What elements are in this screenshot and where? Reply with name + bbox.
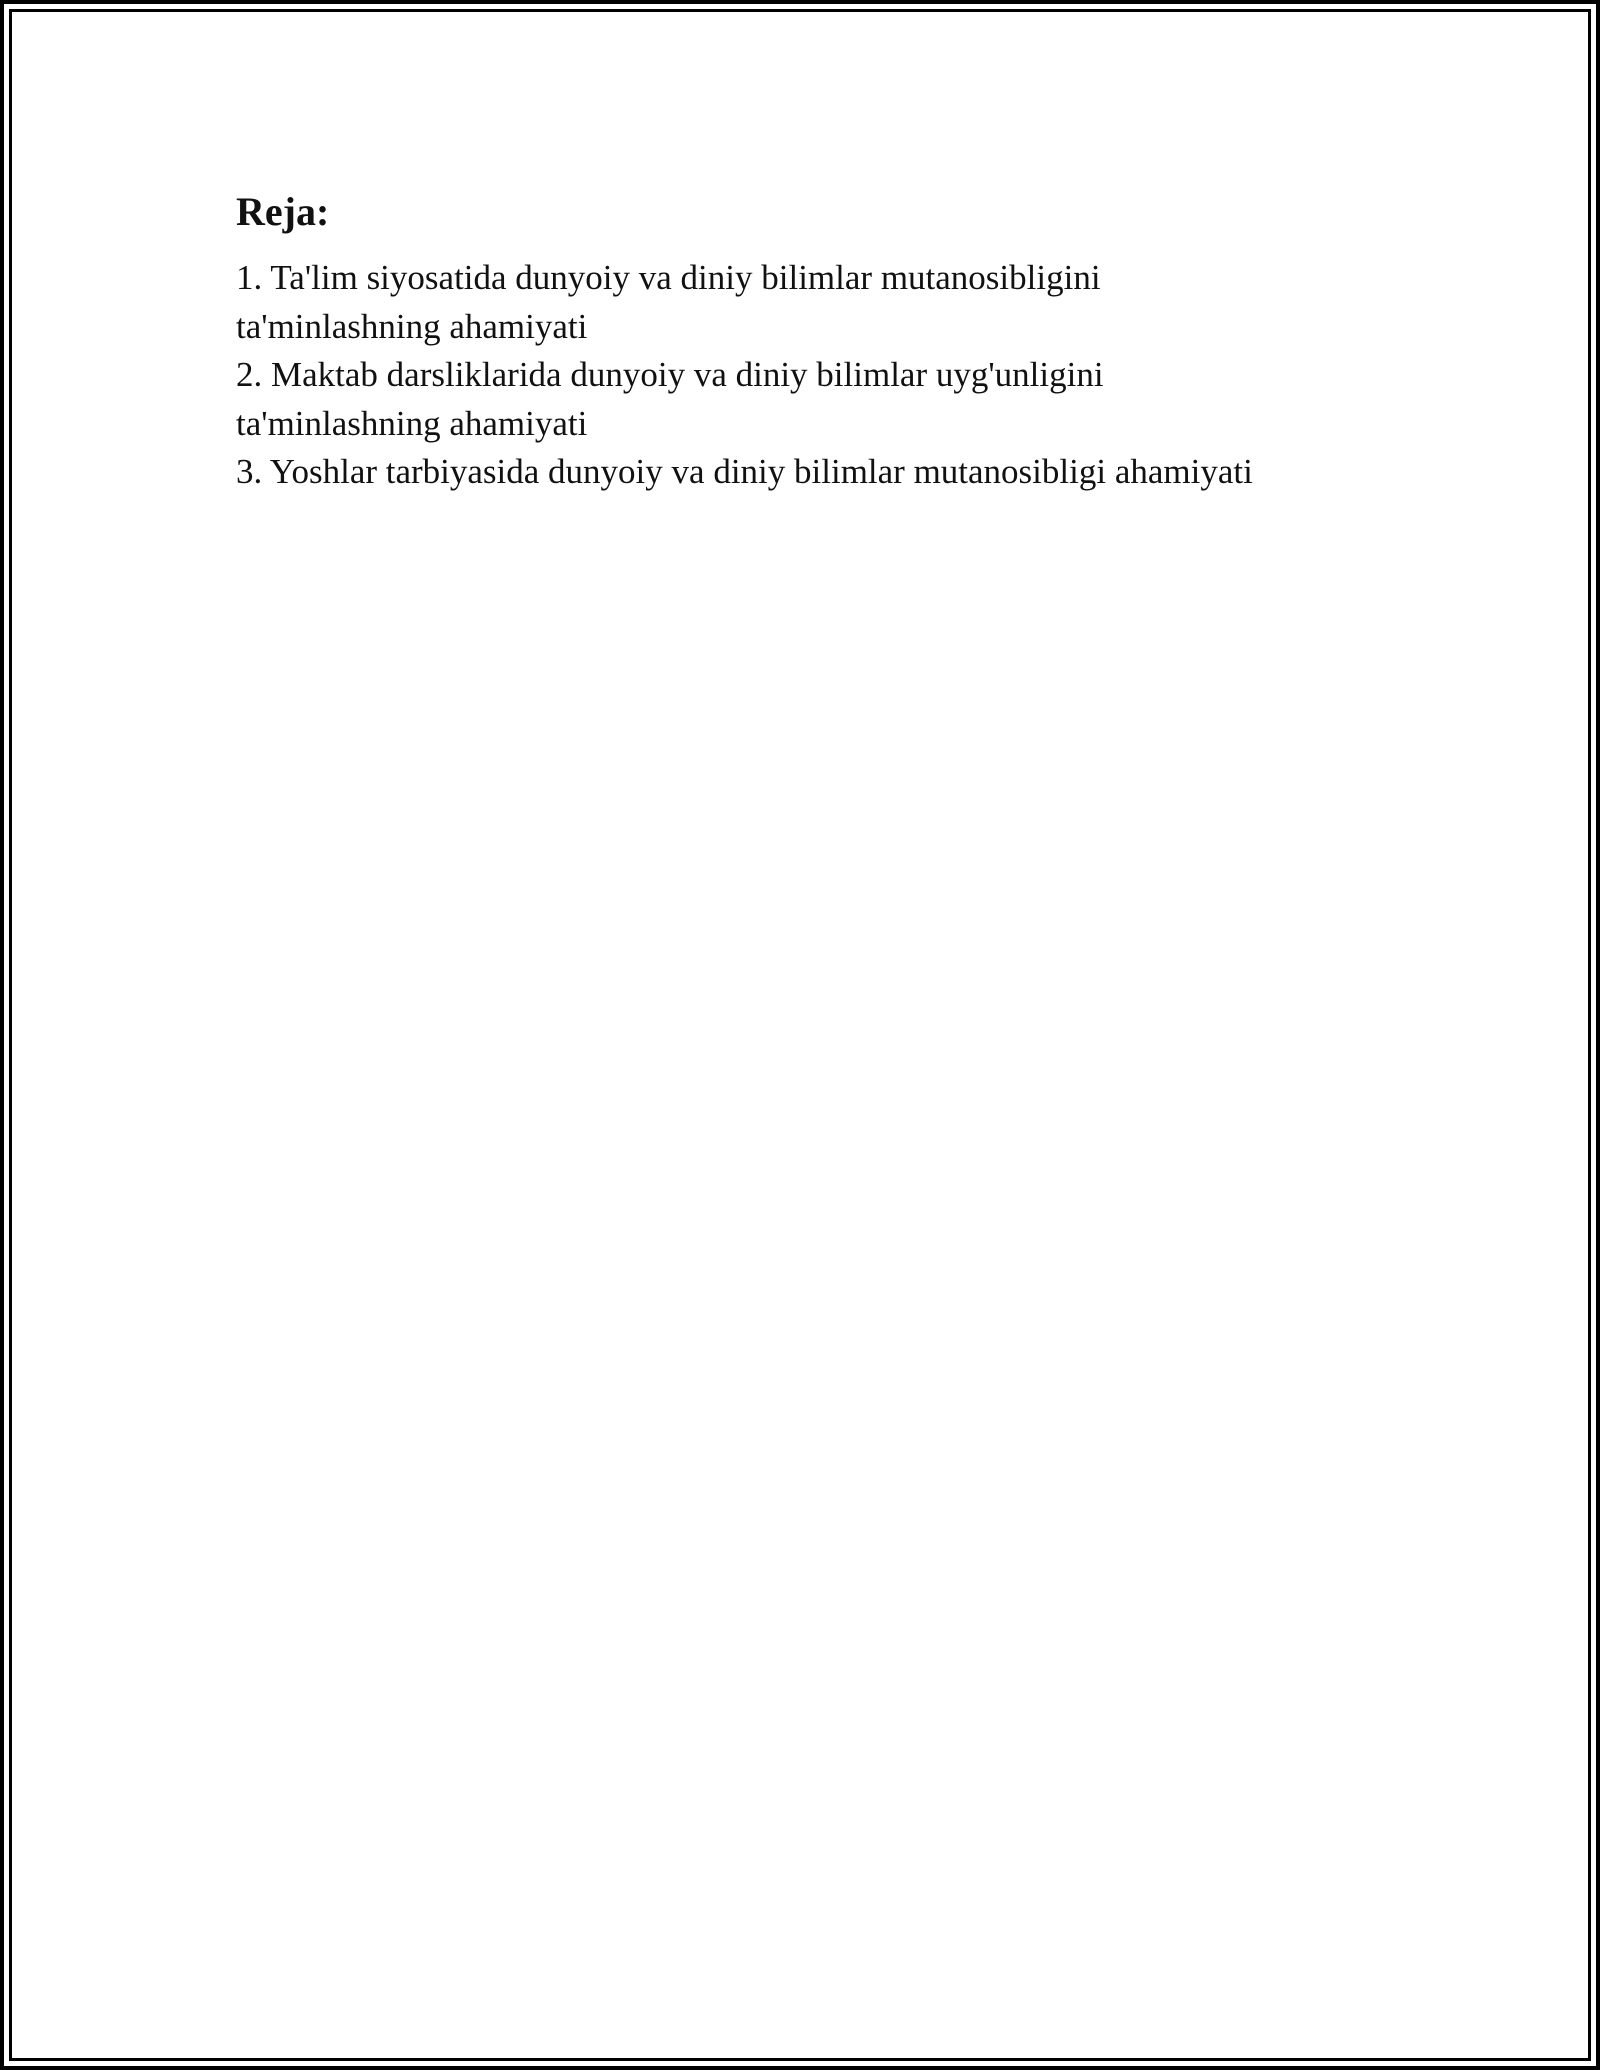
plan-heading: Reja: xyxy=(236,189,330,234)
plan-item-3: 3. Yoshlar tarbiyasida dunyoiy va diniy bilimlar mutanosibligi ahamiyati xyxy=(236,452,1253,491)
plan-item-2: 2. Maktab darsliklarida dunyoiy va diniy bilimlar uyg'unligini ta'minlashning ahamiyati xyxy=(236,355,1104,443)
plan-item-1: 1. Ta'lim siyosatida dunyoiy va diniy bilimlar mutanosibligini ta'minlashning ahamiyati xyxy=(236,258,1101,346)
plan-list xyxy=(236,254,1436,497)
document-body xyxy=(236,186,1436,497)
